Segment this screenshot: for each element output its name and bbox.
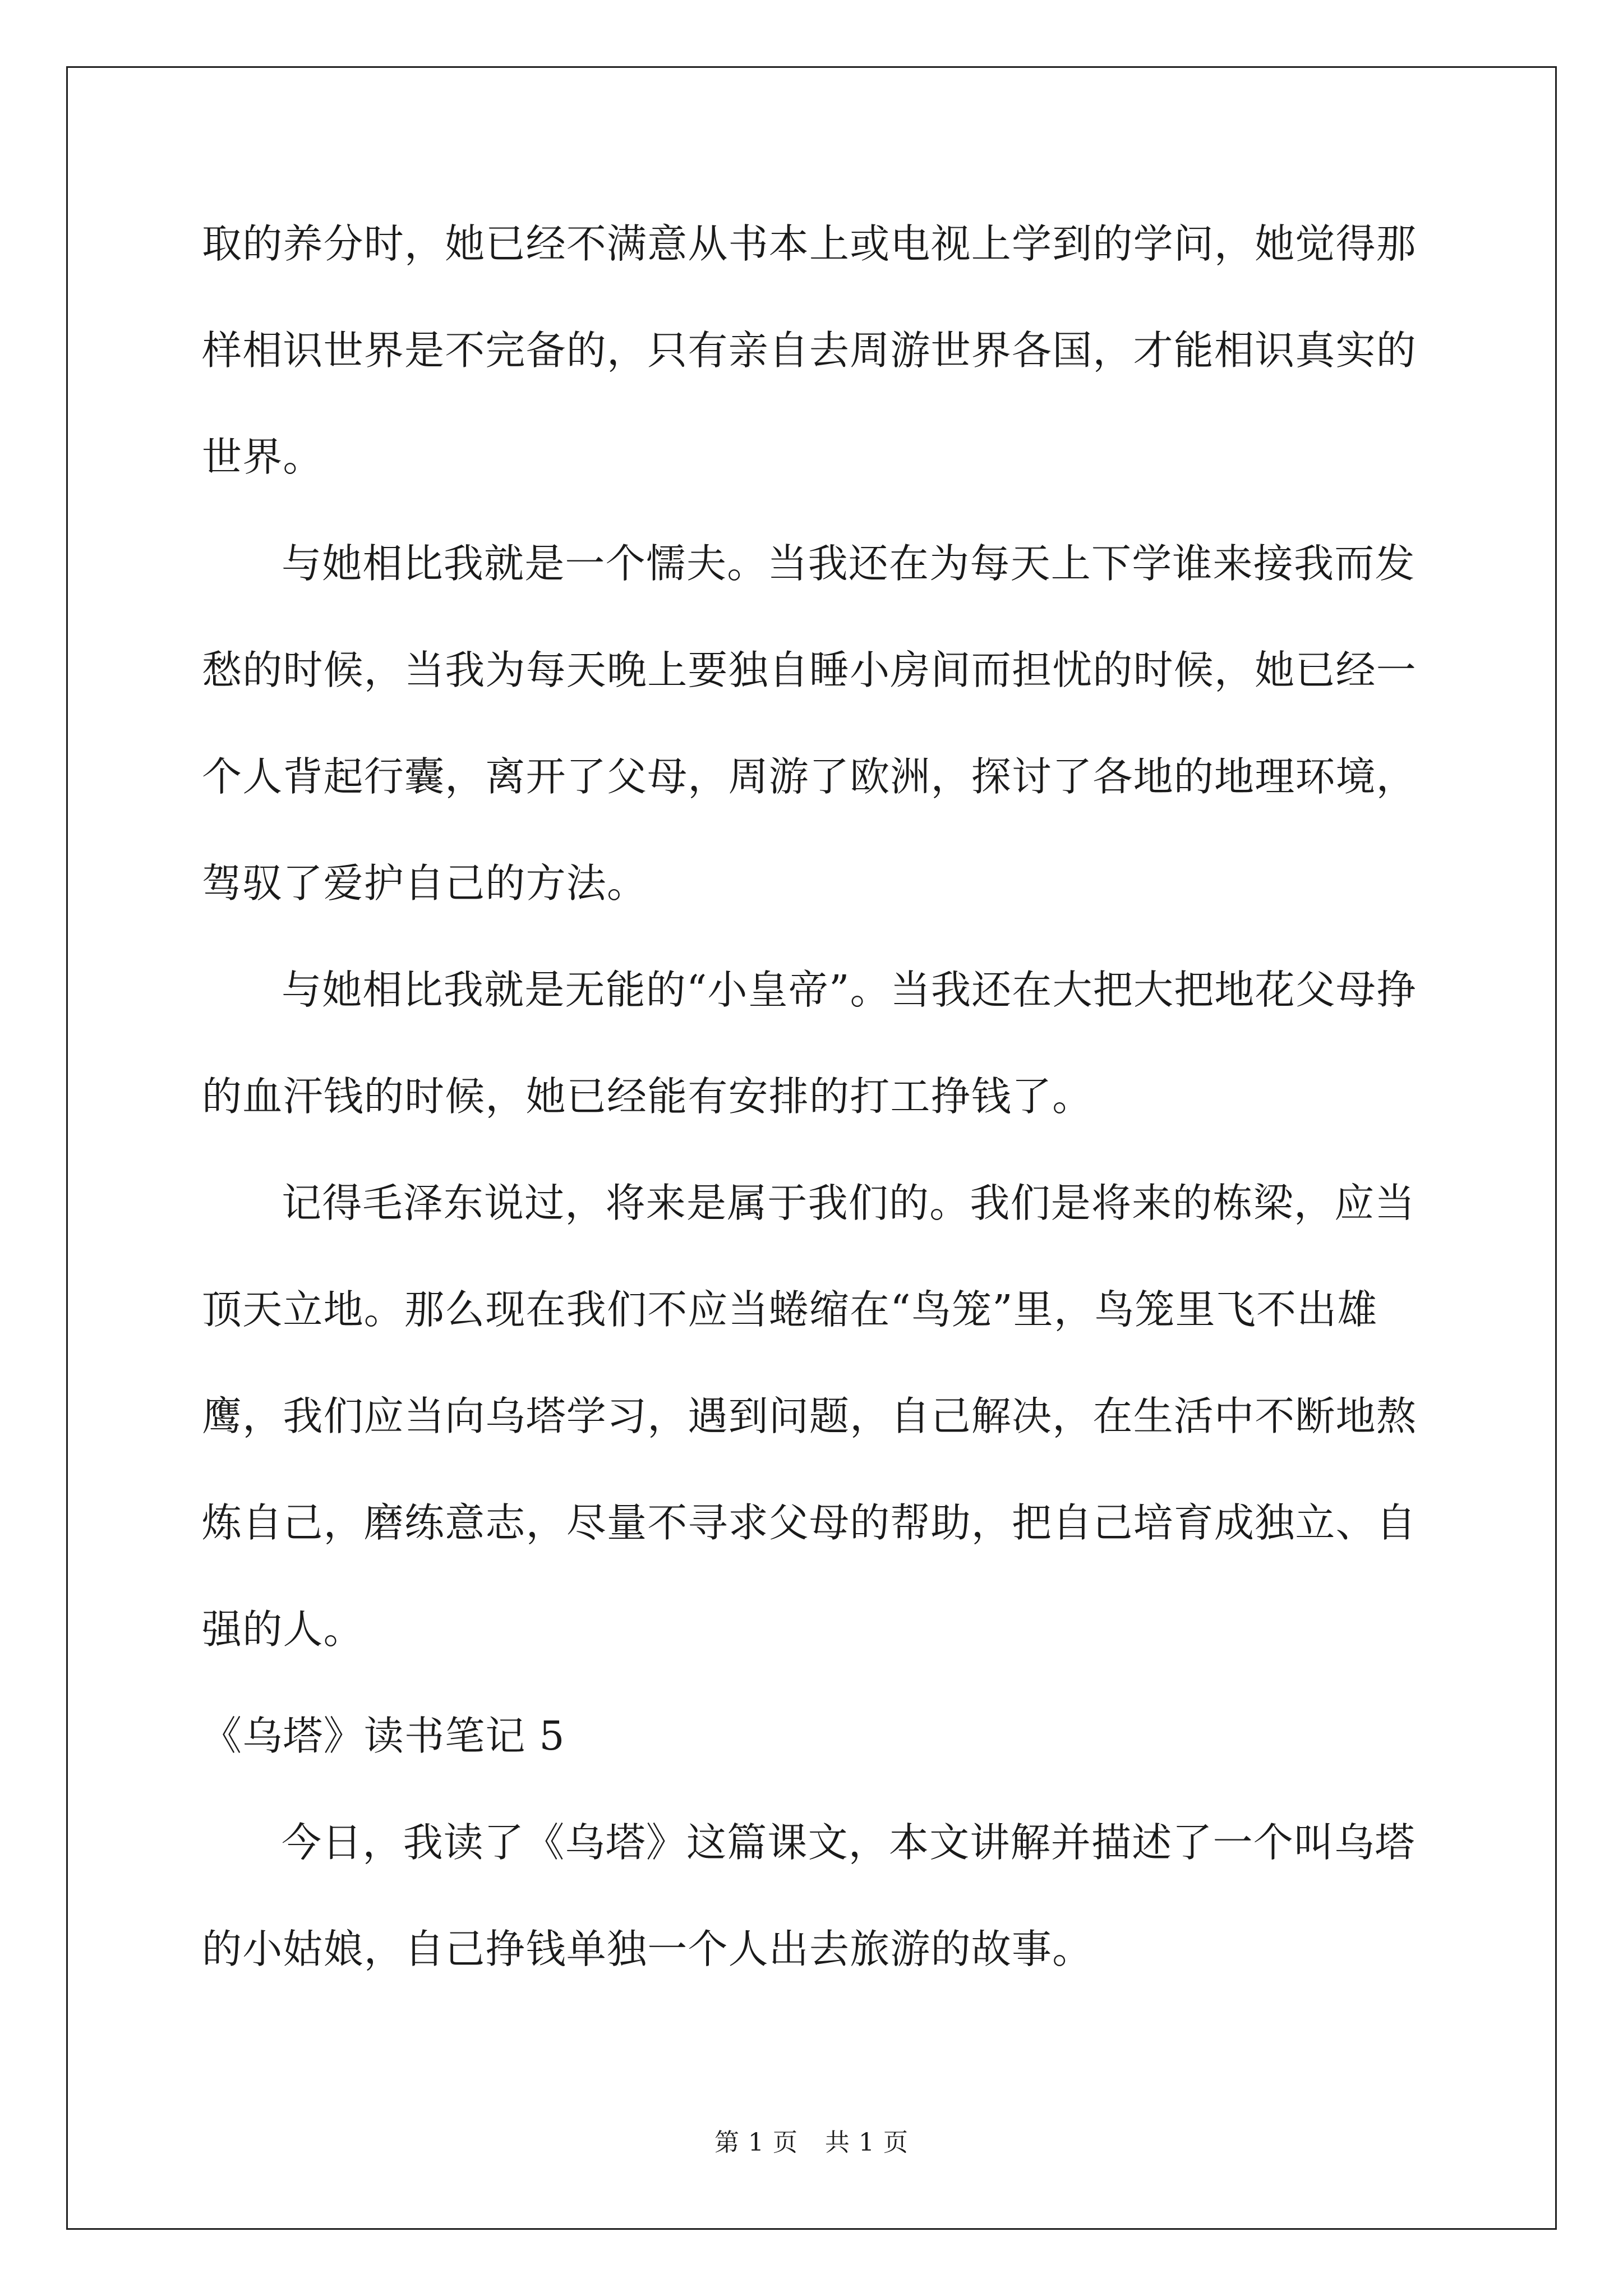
section-heading: 《乌塔》读书笔记 5: [202, 1713, 565, 1759]
paragraph-start-line: 记得毛泽东说过，将来是属于我们的。我们是将来的栋梁，应当: [282, 1180, 1415, 1226]
text-line: 愁的时候，当我为每天晚上要独自睡小房间而担忧的时候，她已经一: [202, 647, 1417, 693]
text-line: 世界。: [202, 434, 324, 480]
text-line: 炼自己，磨练意志，尽量不寻求父母的帮助，把自己培育成独立、自: [202, 1499, 1417, 1546]
page-number: 第 1 页: [714, 2128, 798, 2157]
paragraph-start-line: 与她相比我就是一个懦夫。当我还在为每天上下学谁来接我而发: [282, 540, 1415, 587]
text-line: 取的养分时，她已经不满意从书本上或电视上学到的学问，她觉得那: [202, 220, 1417, 267]
text-line: 顶天立地。那么现在我们不应当蜷缩在“鸟笼”里，鸟笼里飞不出雄: [202, 1286, 1378, 1333]
text-line: 的小姑娘，自己挣钱单独一个人出去旅游的故事。: [202, 1926, 1093, 1972]
document-body: [202, 210, 1424, 2022]
text-line: 样相识世界是不完备的，只有亲自去周游世界各国，才能相识真实的: [202, 327, 1417, 374]
text-line: 强的人。: [202, 1606, 364, 1653]
text-line: 鹰，我们应当向乌塔学习，遇到问题，自己解决，在生活中不断地熬: [202, 1393, 1417, 1439]
text-line: 的血汗钱的时候，她已经能有安排的打工挣钱了。: [202, 1073, 1093, 1120]
paragraph-start-line: 与她相比我就是无能的“小皇帝”。当我还在大把大把地花父母挣: [282, 967, 1417, 1013]
text-line: 驾驭了爱护自己的方法。: [202, 860, 648, 907]
text-line: 个人背起行囊，离开了父母，周游了欧洲，探讨了各地的地理环境，: [202, 753, 1417, 800]
paragraph-start-line: 今日，我读了《乌塔》这篇课文，本文讲解并描述了一个叫乌塔: [282, 1819, 1415, 1866]
page-footer: [0, 2126, 1623, 2160]
page-total: 共 1 页: [825, 2128, 909, 2157]
